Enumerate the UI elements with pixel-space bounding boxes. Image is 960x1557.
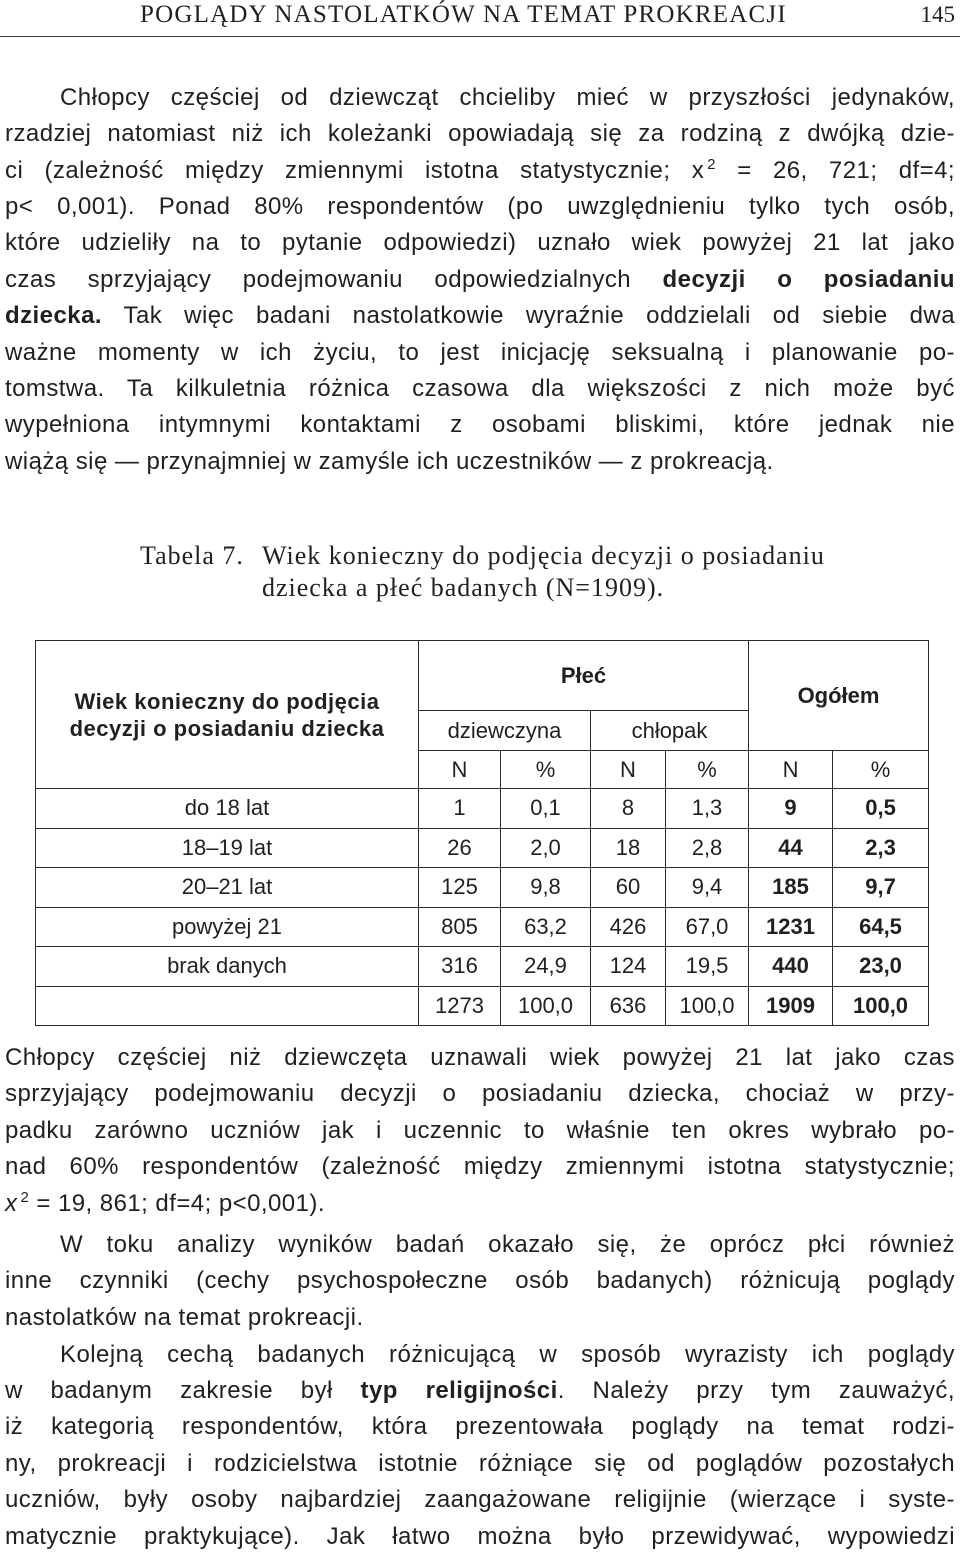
- paragraph-4-line-4: ny, prokreacji i rodzicielstwa istotnie różniące się od poglądów pozostałych: [5, 1449, 955, 1477]
- cell-total-n: 185: [749, 868, 833, 908]
- paragraph-4-line-2: [5, 1373, 955, 1409]
- superscript-exponent: 2: [707, 155, 716, 173]
- paragraph-3-line-3: nastolatków na temat prokreacji.: [5, 1303, 364, 1331]
- paragraph-1: [5, 80, 955, 480]
- caption-text-line-2: dziecka a płeć badanych (N=1909).: [262, 573, 665, 602]
- line-text: czas sprzyjający podejmowaniu odpowiedzialnych: [5, 265, 663, 293]
- paragraph-4-line-1: Kolejną cechą badanych różnicującą w sposób wyrazisty ich poglądy: [60, 1340, 955, 1368]
- cell-girls-n: 125: [419, 868, 501, 908]
- page-number: 145: [920, 2, 955, 27]
- cell-girls-percent: 24,9: [501, 947, 591, 987]
- cell-total-n: 9: [749, 789, 833, 829]
- unit-header-total-n: N: [749, 751, 833, 789]
- row-label: brak danych: [36, 947, 419, 987]
- row-label: powyżej 21: [36, 907, 419, 947]
- table-row: [36, 828, 929, 868]
- paragraph-3-line-1: W toku analizy wyników badań okazało się, że oprócz płci również: [60, 1231, 955, 1258]
- column-header-age: [36, 641, 419, 789]
- column-header-gender: Płeć: [419, 641, 749, 711]
- cell-boys-n: 636: [591, 986, 666, 1026]
- cell-total-percent: 9,7: [833, 868, 929, 908]
- line-text: = 19, 861; df=4; p<0,001).: [29, 1189, 325, 1217]
- cell-boys-percent: 2,8: [666, 828, 749, 868]
- column-header-boy: chłopak: [591, 711, 749, 751]
- cell-boys-n: 60: [591, 868, 666, 908]
- paragraph-2-line-5: [5, 1186, 955, 1222]
- paragraph-4-line-3: iż kategorią respondentów, która prezentowała poglądy na temat rodzi-: [5, 1413, 955, 1441]
- paragraph-1-line-6: [5, 262, 955, 298]
- cell-girls-n: 1: [419, 789, 501, 829]
- cell-girls-percent: 0,1: [501, 789, 591, 829]
- table-row: [36, 868, 929, 908]
- cell-total-n: 1231: [749, 907, 833, 947]
- cell-total-percent: 64,5: [833, 907, 929, 947]
- cell-boys-percent: 1,3: [666, 789, 749, 829]
- paragraph-1-line-4: p< 0,001). Ponad 80% respondentów (po uwzględnieniu tylko tych osób,: [5, 192, 955, 220]
- cell-total-percent: 2,3: [833, 828, 929, 868]
- row-label: 18–19 lat: [36, 828, 419, 868]
- paragraph-1-line-8: ważne momenty w ich życiu, to jest inicjację seksualną i planowanie po-: [5, 338, 955, 366]
- paragraph-1-line-5: które udzieliły na to pytanie odpowiedzi) uznało wiek powyżej 21 lat jako: [5, 229, 955, 257]
- paragraph-2-line-3: padku zarówno uczniów jak i uczennic to właśnie ten okres wybrało po-: [5, 1116, 955, 1144]
- paragraph-1-line-3: [5, 153, 955, 189]
- paragraph-2-line-2: sprzyjający podejmowaniu decyzji o posiadaniu dziecka, chociaż w przy-: [5, 1080, 955, 1108]
- caption-text: [262, 540, 825, 604]
- paragraph-1-line-2: rzadziej natomiast niż ich koleżanki opowiadają się za rodziną z dwójką dzie-: [5, 120, 955, 148]
- line-text: ci (zależność między zmiennymi istotna statystycznie; x: [5, 156, 705, 184]
- paragraph-1-line-1: Chłopcy częściej od dziewcząt chcieliby mieć w przyszłości jedynaków,: [60, 83, 955, 111]
- line-text: . Należy przy tym zauważyć,: [557, 1376, 955, 1404]
- cell-girls-percent: 9,8: [501, 868, 591, 908]
- cell-girls-n: 1273: [419, 986, 501, 1026]
- running-title: POGLĄDY NASTOLATKÓW NA TEMAT PROKREACJI: [140, 1, 787, 28]
- paragraph-2-line-1: Chłopcy częściej niż dziewczęta uznawali wiek powyżej 21 lat jako czas: [5, 1044, 955, 1071]
- cell-boys-percent: 100,0: [666, 986, 749, 1026]
- superscript-exponent: 2: [20, 1188, 30, 1206]
- row-label-empty: [36, 986, 419, 1026]
- caption-label: Tabela 7.: [140, 541, 244, 570]
- paragraph-1-line-11: wiążą się — przynajmniej w zamyśle ich uczestników — z prokreacją.: [5, 447, 774, 475]
- cell-boys-percent: 67,0: [666, 907, 749, 947]
- column-header-total: Ogółem: [749, 641, 929, 751]
- cell-boys-n: 426: [591, 907, 666, 947]
- cell-total-percent: 23,0: [833, 947, 929, 987]
- running-head: [0, 0, 960, 38]
- cell-total-n: 1909: [749, 986, 833, 1026]
- table-row-sum: [36, 986, 929, 1026]
- cell-girls-percent: 63,2: [501, 907, 591, 947]
- cell-girls-n: 26: [419, 828, 501, 868]
- cell-girls-n: 316: [419, 947, 501, 987]
- table-7-caption: [0, 540, 960, 604]
- math-variable: x: [5, 1189, 18, 1217]
- unit-header-boys-percent: %: [666, 751, 749, 789]
- column-header-age-line-2: decyzji o posiadaniu dziecka: [69, 715, 385, 741]
- paragraph-1-line-7: [5, 298, 955, 334]
- bold-phrase: dziecka.: [5, 302, 102, 330]
- unit-header-girls-percent: %: [501, 751, 591, 789]
- table-row: [36, 947, 929, 987]
- unit-header-boys-n: N: [591, 751, 666, 789]
- paragraph-4-line-6: matycznie praktykujące). Jak łatwo można było przewidywać, wypowiedzi: [5, 1522, 955, 1550]
- paragraph-4: [5, 1337, 955, 1555]
- cell-total-percent: 100,0: [833, 986, 929, 1026]
- table-row: [36, 789, 929, 829]
- cell-total-percent: 0,5: [833, 789, 929, 829]
- paragraph-2: [5, 1040, 955, 1222]
- paragraph-3-line-2: inne czynniki (cechy psychospołeczne osób badanych) różnicują poglądy: [5, 1267, 955, 1295]
- cell-boys-percent: 19,5: [666, 947, 749, 987]
- cell-boys-n: 18: [591, 828, 666, 868]
- cell-boys-n: 8: [591, 789, 666, 829]
- column-header-age-line-1: Wiek konieczny do podjęcia: [74, 688, 380, 714]
- table-header-row-1: [36, 641, 929, 711]
- unit-header-total-percent: %: [833, 751, 929, 789]
- caption-text-line-1: Wiek konieczny do podjęcia decyzji o posiadaniu: [262, 541, 825, 570]
- cell-girls-percent: 2,0: [501, 828, 591, 868]
- bold-phrase: decyzji o posiadaniu: [662, 265, 955, 293]
- cell-total-n: 440: [749, 947, 833, 987]
- header-rule: [0, 36, 960, 37]
- unit-header-girls-n: N: [419, 751, 501, 789]
- paragraph-4-line-5: uczniów, były osoby najbardziej zaangażowane religijnie (wierzące i syste-: [5, 1486, 955, 1514]
- row-label: do 18 lat: [36, 789, 419, 829]
- cell-girls-percent: 100,0: [501, 986, 591, 1026]
- paragraph-1-line-9: tomstwa. Ta kilkuletnia różnica czasowa dla większości z nich może być: [5, 374, 955, 402]
- cell-total-n: 44: [749, 828, 833, 868]
- cell-boys-n: 124: [591, 947, 666, 987]
- paragraph-3: [5, 1227, 955, 1336]
- column-header-girl: dziewczyna: [419, 711, 591, 751]
- line-text: Tak więc badani nastolatkowie wyraźnie oddzielali od siebie dwa: [102, 302, 955, 330]
- paragraph-2-line-4: nad 60% respondentów (zależność między zmiennymi istotna statystycznie;: [5, 1153, 955, 1181]
- table-row: [36, 907, 929, 947]
- paragraph-1-line-10: wypełniona intymnymi kontaktami z osobami bliskimi, które jednak nie: [5, 411, 955, 439]
- cell-boys-percent: 9,4: [666, 868, 749, 908]
- row-label: 20–21 lat: [36, 868, 419, 908]
- line-text: w badanym zakresie był: [5, 1376, 361, 1404]
- line-text: = 26, 721; df=4;: [715, 156, 955, 184]
- cell-girls-n: 805: [419, 907, 501, 947]
- bold-phrase: typ religijności: [360, 1376, 558, 1404]
- table-7: [35, 640, 929, 1026]
